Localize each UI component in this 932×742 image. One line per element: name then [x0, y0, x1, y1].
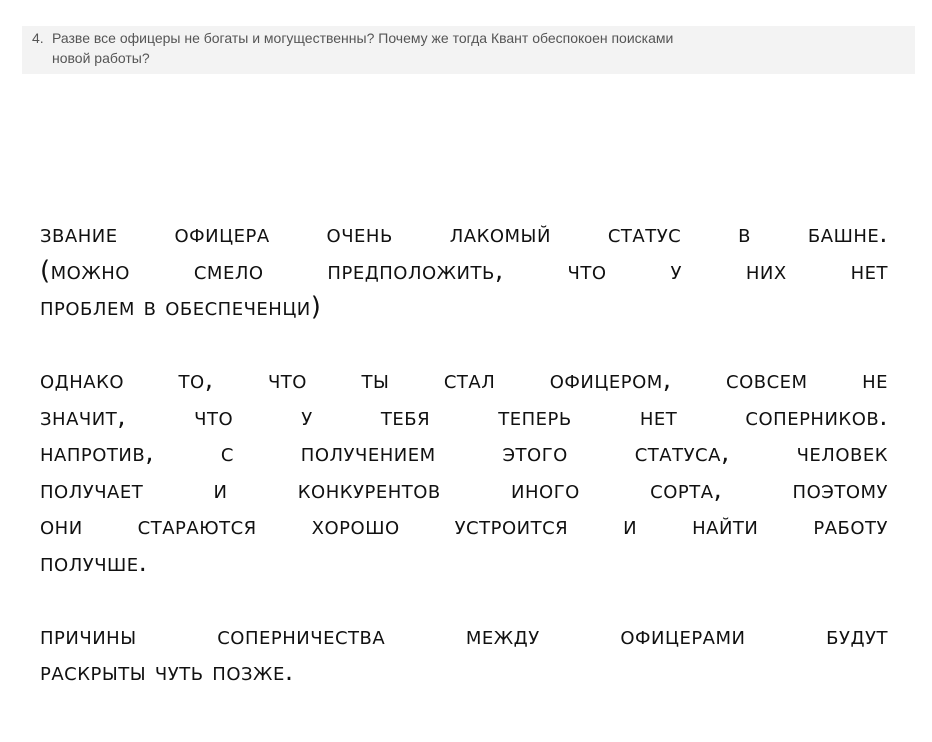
answer-line: звание офицера очень лакомый статус в башне. [40, 219, 888, 249]
answer-line: раскрыты чуть позже. [40, 657, 294, 687]
question-line-2: новой работы? [52, 50, 150, 66]
answer-line: получает и конкурентов иного сорта, поэтому [40, 474, 888, 505]
answer-line: проблем в обеспеченци) [40, 292, 322, 322]
answer-paragraph-2 [40, 362, 888, 581]
answer-paragraph-3 [40, 618, 888, 691]
question-number: 4. [32, 30, 44, 46]
answer-line: значит, что у тебя теперь нет соперников. [40, 401, 888, 432]
question-box [22, 26, 915, 74]
answer-line: получше. [40, 547, 148, 578]
answer-line: однако то, что ты стал офицером, совсем не [40, 365, 888, 395]
answer-paragraph-1 [40, 216, 888, 326]
answer-line: они стараются хорошо устроится и найти работу [40, 511, 888, 541]
answer-line: напротив, с получением этого статуса, человек [40, 438, 888, 468]
answer-line: причины соперничества между офицерами будут [40, 620, 888, 651]
question-line-1 [32, 28, 905, 48]
question-text-1: Разве все офицеры не богаты и могущественны? Почему же тогда Квант обеспокоен поисками [52, 30, 674, 46]
answer-text [40, 216, 888, 727]
answer-line: (можно смело предположить, что у них нет [40, 255, 888, 286]
